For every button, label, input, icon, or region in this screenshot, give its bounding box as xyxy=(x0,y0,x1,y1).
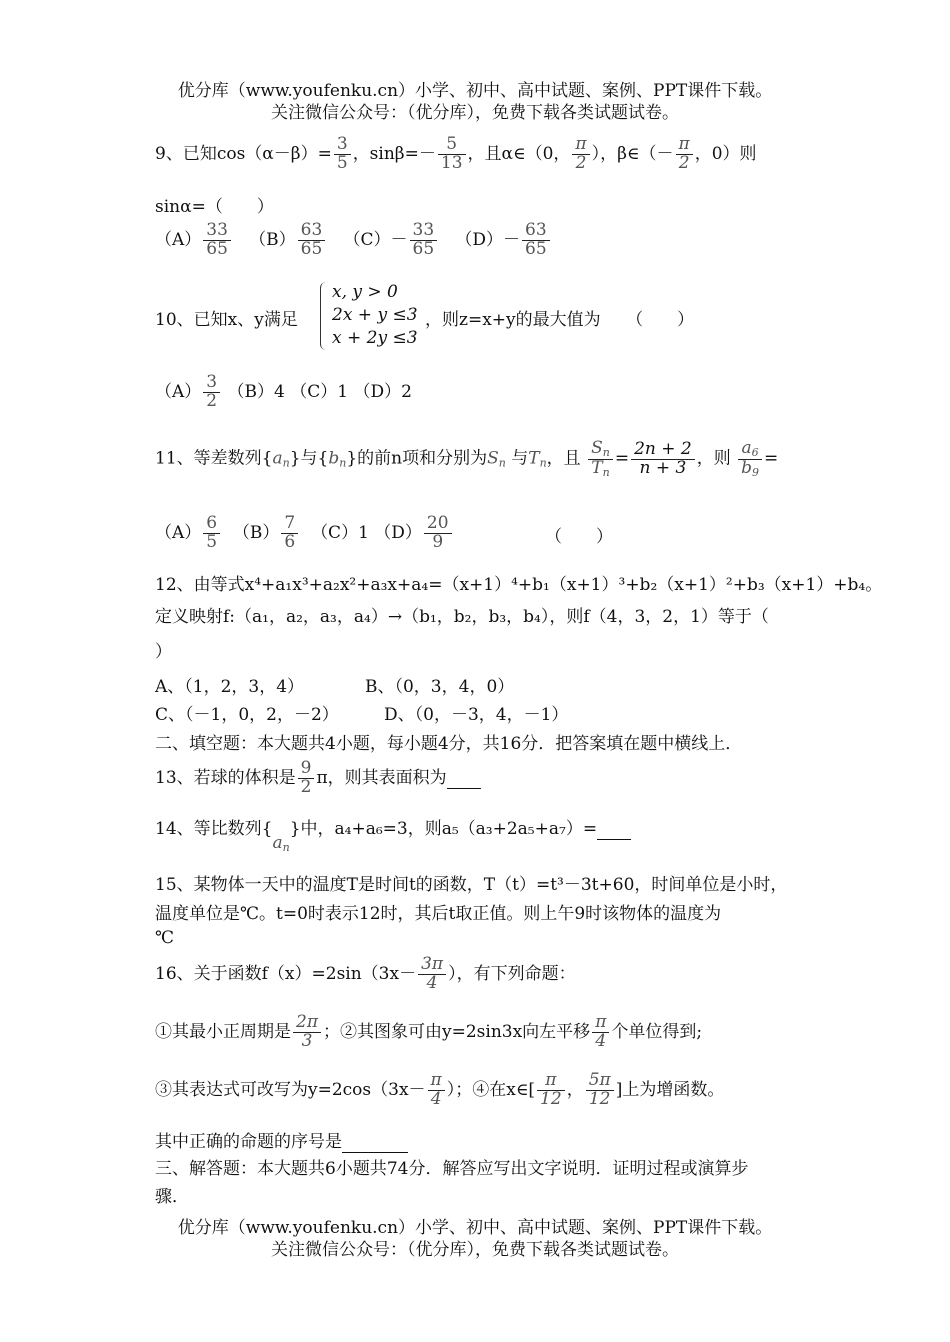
question-14: 14、等比数列$\{a_n\}$中，a₄+a₆=3，则a₅（a₃+2a₅+a₇）= xyxy=(155,814,631,840)
fraction: $\frac{33}{65}$ xyxy=(203,222,231,259)
fraction: $\frac{\pi}{4}$ xyxy=(592,1014,609,1051)
question-12-line2: 定义映射f:（a₁，a₂，a₃，a₄）→（b₁，b₂，b₃，b₄），则f（4，3，2，1）等于（ xyxy=(155,607,769,627)
question-9-stem xyxy=(155,136,757,173)
question-16-statements-2: ③其表达式可改写为y=2cos（3x－ $\frac{\pi}{4}$ ）；④在x∈[ $\frac{\pi}{12}$ ， $\frac{5\pi}{12}$ ]上为增函数。 xyxy=(155,1070,725,1109)
option-d: （D）－ xyxy=(455,229,521,250)
fraction: $\frac{\pi}{2}$ xyxy=(676,136,693,173)
fraction: $\frac{S_n}{T_n}$ xyxy=(588,440,613,478)
header-line-2: 关注微信公众号：（优分库），免费下载各类试题试卷。 xyxy=(271,103,679,123)
fraction: $\frac{63}{65}$ xyxy=(522,222,550,259)
answer-blank[interactable] xyxy=(447,768,481,789)
fraction: $\frac{2\pi}{3}$ xyxy=(293,1014,321,1051)
q9-text: ，0）则 xyxy=(694,143,757,164)
q9-text: ），β∈（－ xyxy=(591,143,674,164)
fraction: $\frac{2n + 2}{n + 3}$ xyxy=(631,441,695,478)
left-brace xyxy=(320,282,329,350)
footer-line-1: 优分库（www.youfenku.cn）小学、初中、高中试题、案例、PPT课件下载。 xyxy=(177,1218,773,1238)
option-a: A、（1，2，3，4） xyxy=(155,677,305,697)
question-15-line2: 温度单位是℃。t=0时表示12时，其后t取正值。则上午9时该物体的温度为 xyxy=(155,904,722,924)
question-10-options xyxy=(155,374,412,411)
question-9-options xyxy=(155,222,552,259)
fraction: $\frac{3}{2}$ xyxy=(203,374,220,411)
answer-blank[interactable] xyxy=(342,1132,408,1153)
header-line-1: 优分库（www.youfenku.cn）小学、初中、高中试题、案例、PPT课件下载。 xyxy=(177,81,773,101)
fraction: $\frac{5}{13}$ xyxy=(438,136,466,173)
q9-text: ，且α∈（0， xyxy=(467,143,571,164)
question-12-line3: ） xyxy=(155,642,172,662)
option-b: （B） xyxy=(249,229,296,250)
question-9-line2: sinα=（ ） xyxy=(155,197,274,217)
answer-paren: （ ） xyxy=(545,527,613,547)
constraint-1: x, y > 0 xyxy=(332,282,398,302)
fraction: $\frac{5\pi}{12}$ xyxy=(586,1072,614,1109)
option-b: B、（0，3，4，0） xyxy=(365,677,515,697)
question-13: 13、若球的体积是 $\frac{9}{2}$ π，则其表面积为 xyxy=(155,760,481,797)
question-16-stem: 16、关于函数f（x）=2sin（3x－ $\frac{3\pi}{4}$ ），有下列命题： xyxy=(155,954,576,993)
fraction: $\frac{7}{6}$ xyxy=(281,515,298,552)
question-11-options: （A） $\frac{6}{5}$ （B） $\frac{7}{6}$ （C）1 （D） $\frac{20}{9}$ xyxy=(155,515,454,552)
question-16-statements-1: ①其最小正周期是 $\frac{2\pi}{3}$ ；②其图象可由y=2sin3x向左平移 $\frac{\pi}{4}$ 个单位得到; xyxy=(155,1012,703,1051)
constraint-3: x + 2y ≤3 xyxy=(332,328,418,348)
fraction: $\frac{\pi}{4}$ xyxy=(428,1072,445,1109)
fraction: $\frac{3}{5}$ xyxy=(334,136,351,173)
fraction: $\frac{9}{2}$ xyxy=(298,760,315,797)
fraction: $\frac{63}{65}$ xyxy=(298,222,326,259)
fraction: $\frac{20}{9}$ xyxy=(424,515,452,552)
fraction: $\frac{6}{5}$ xyxy=(203,515,220,552)
section-3-heading-line1: 三、解答题：本大题共6小题共74分．解答应写出文字说明．证明过程或演算步 xyxy=(155,1159,749,1179)
footer-line-2: 关注微信公众号：（优分库），免费下载各类试题试卷。 xyxy=(271,1240,679,1260)
q9-text: ，sinβ=－ xyxy=(352,143,436,164)
option-a: （A） xyxy=(155,229,202,250)
fraction: $\frac{\pi}{2}$ xyxy=(572,136,589,173)
question-10-text-2: ，则z=x+y的最大值为 （ ） xyxy=(425,310,695,330)
constraint-2: 2x + y ≤3 xyxy=(332,305,418,325)
section-2-heading: 二、填空题：本大题共4小题，每小题4分，共16分．把答案填在题中横线上． xyxy=(155,734,743,754)
question-12-line1: 12、由等式x⁴+a₁x³+a₂x²+a₃x+a₄=（x+1）⁴+b₁（x+1）³+b₂（x+1）²+b₃（x+1）+b₄。 xyxy=(155,575,883,595)
answer-blank[interactable] xyxy=(597,819,631,840)
fraction: $\frac{3\pi}{4}$ xyxy=(418,956,446,993)
option-c: C、（－1，0，2，－2） xyxy=(155,705,339,725)
option-d: D、（0，－3，4，－1） xyxy=(384,705,569,725)
question-15-line3: ℃ xyxy=(155,928,175,948)
q9-text: 9、已知cos（α－β）= xyxy=(155,143,332,164)
fraction: $\frac{33}{65}$ xyxy=(410,222,438,259)
option-c: （C）－ xyxy=(343,229,408,250)
question-16-last: 其中正确的命题的序号是 xyxy=(155,1127,408,1153)
option-a: （A） xyxy=(155,381,202,402)
question-10-text: 10、已知x、y满足 xyxy=(155,310,298,330)
section-3-heading-line2: 骤． xyxy=(155,1187,189,1207)
question-15-line1: 15、某物体一天中的温度T是时间t的函数，T（t）=t³－3t+60，时间单位是小时， xyxy=(155,875,788,895)
fraction: $\frac{\pi}{12}$ xyxy=(537,1072,565,1109)
options-rest: （B）4 （C）1 （D）2 xyxy=(227,381,412,402)
question-11-stem: 11、等差数列$\{a_n\}$与$\{b_n\}$的前n项和分别为$S_n$ 与$T_n$，且 $\frac{S_n}{T_n}$ = $\frac{2n + 2}{n + 3}$ ，则 $\frac{a_6}{b_9}$ = xyxy=(155,438,779,479)
fraction: $\frac{a_6}{b_9}$ xyxy=(738,440,762,478)
